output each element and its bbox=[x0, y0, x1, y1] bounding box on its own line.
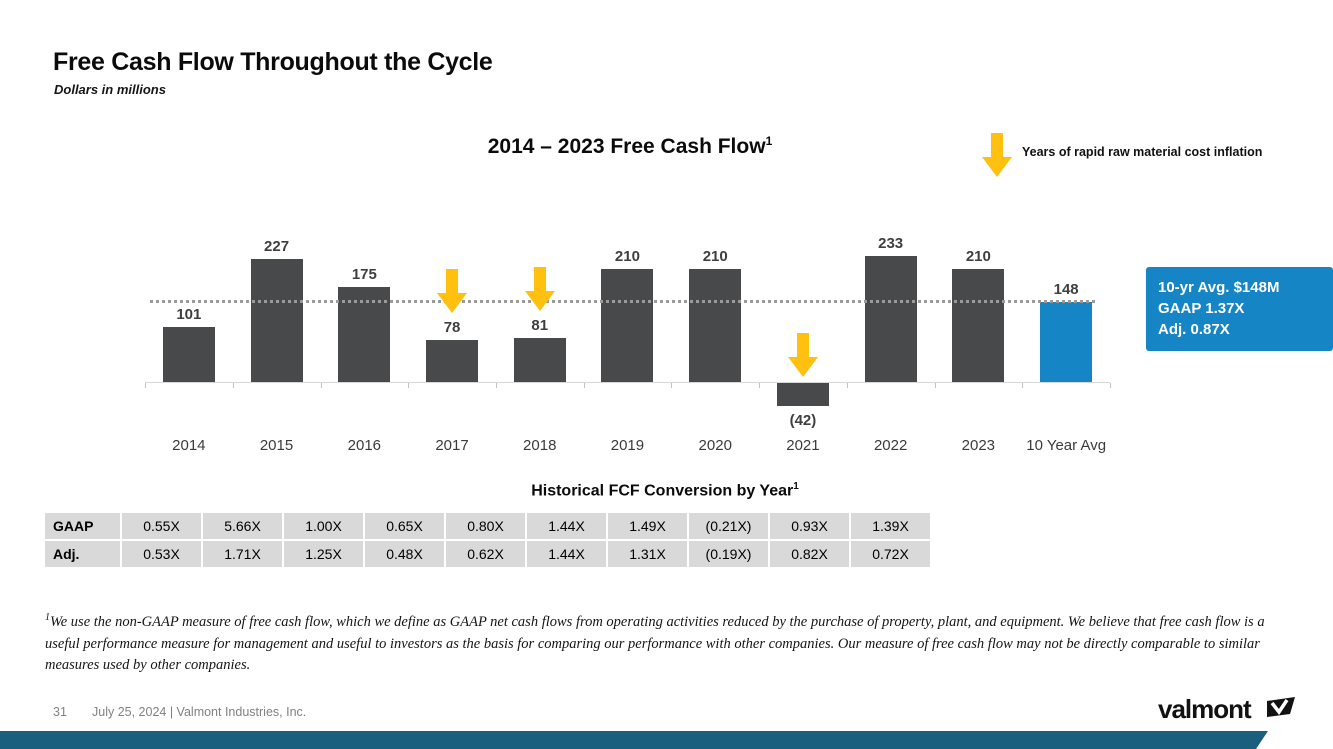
table-cell: 1.49X bbox=[608, 513, 687, 539]
bar-value-label: 175 bbox=[351, 266, 377, 283]
table-cell: 0.55X bbox=[122, 513, 201, 539]
x-axis-label: 2020 bbox=[698, 437, 732, 454]
table-cell: 1.00X bbox=[284, 513, 363, 539]
bar-value-label: 227 bbox=[264, 238, 290, 255]
footer-date: July 25, 2024 | Valmont Industries, Inc. bbox=[92, 705, 307, 719]
arrow-stem bbox=[991, 133, 1003, 157]
legend bbox=[982, 133, 1332, 183]
x-axis-label: 2023 bbox=[961, 437, 996, 454]
arrow-head bbox=[525, 291, 555, 311]
chart-column-2018 bbox=[496, 225, 584, 485]
bar-2014 bbox=[163, 327, 215, 382]
bar-value-label: 148 bbox=[1053, 281, 1079, 298]
chart-column-2015 bbox=[233, 225, 321, 485]
fcf-conversion-table bbox=[45, 513, 930, 567]
page-number: 31 bbox=[53, 705, 67, 719]
arrow-stem bbox=[446, 269, 458, 293]
inflation-arrow-icon bbox=[437, 269, 467, 315]
bar-2020 bbox=[689, 269, 741, 382]
bar-2023 bbox=[952, 269, 1004, 382]
chart-column-2016 bbox=[321, 225, 409, 485]
table-cell: (0.19X) bbox=[689, 541, 768, 567]
x-axis-label: 2015 bbox=[259, 437, 294, 454]
valmont-flag-icon bbox=[1266, 696, 1296, 720]
legend-label: Years of rapid raw material cost inflation bbox=[1022, 145, 1263, 159]
chart-column-2014 bbox=[145, 225, 233, 485]
table-cell: 1.44X bbox=[527, 541, 606, 567]
bar-2021 bbox=[777, 383, 829, 406]
chart-column-2021 bbox=[759, 225, 847, 485]
bar-value-label: 101 bbox=[176, 306, 202, 323]
chart-title bbox=[300, 134, 960, 159]
inflation-arrow-icon bbox=[525, 267, 555, 313]
x-axis-label: 2014 bbox=[172, 437, 206, 454]
table-row-header: GAAP bbox=[45, 513, 120, 539]
valmont-logo bbox=[1158, 694, 1308, 724]
table-title bbox=[150, 481, 1180, 500]
table-cell: 1.44X bbox=[527, 513, 606, 539]
table-cell: 0.62X bbox=[446, 541, 525, 567]
avg-dotted-line bbox=[150, 300, 1095, 303]
callout-line-gaap: GAAP 1.37X bbox=[1158, 300, 1245, 317]
chart-column-10 Year Avg bbox=[1022, 225, 1110, 485]
table-cell: 0.65X bbox=[365, 513, 444, 539]
table-cell: 1.71X bbox=[203, 541, 282, 567]
bar-value-label: 210 bbox=[614, 248, 640, 265]
x-axis-label: 2017 bbox=[435, 437, 469, 454]
table-cell: 1.39X bbox=[851, 513, 930, 539]
bar-2015 bbox=[251, 259, 303, 382]
table-title-text: Historical FCF Conversion by Year bbox=[531, 482, 794, 500]
bar-chart bbox=[145, 225, 1110, 485]
bar-value-label: 210 bbox=[702, 248, 728, 265]
table-cell: 0.53X bbox=[122, 541, 201, 567]
bar-value-label: 210 bbox=[965, 248, 991, 265]
table-cell: 0.82X bbox=[770, 541, 849, 567]
callout-line-avg: 10-yr Avg. $148M bbox=[1158, 279, 1280, 296]
chart-column-2020 bbox=[671, 225, 759, 485]
chart-column-2017 bbox=[408, 225, 496, 485]
bar-value-label: 78 bbox=[443, 319, 461, 336]
table-title-superscript: 1 bbox=[793, 481, 799, 492]
bar-2018 bbox=[514, 338, 566, 382]
table-cell: (0.21X) bbox=[689, 513, 768, 539]
avg-callout bbox=[1146, 267, 1333, 351]
callout-line-adj: Adj. 0.87X bbox=[1158, 321, 1230, 338]
chart-title-text: 2014 – 2023 Free Cash Flow bbox=[487, 135, 766, 158]
table-cell: 5.66X bbox=[203, 513, 282, 539]
bar-value-label: 81 bbox=[531, 317, 549, 334]
x-axis-label: 2019 bbox=[610, 437, 645, 454]
arrow-stem bbox=[534, 267, 546, 291]
table-cell: 1.25X bbox=[284, 541, 363, 567]
x-axis-label: 2021 bbox=[786, 437, 820, 454]
arrow-head bbox=[982, 157, 1012, 177]
bar-2022 bbox=[865, 256, 917, 382]
x-axis-label: 2016 bbox=[347, 437, 382, 454]
chart-title-superscript: 1 bbox=[765, 134, 773, 148]
table-row-header: Adj. bbox=[45, 541, 120, 567]
arrow-head bbox=[437, 293, 467, 313]
chart-column-2019 bbox=[584, 225, 672, 485]
bar-2019 bbox=[601, 269, 653, 382]
chart-column-2023 bbox=[935, 225, 1023, 485]
footer-bar bbox=[0, 731, 1333, 749]
table-cell: 0.80X bbox=[446, 513, 525, 539]
footnote bbox=[45, 610, 1295, 677]
bar-10 Year Avg bbox=[1040, 302, 1092, 382]
x-axis-label: 10 Year Avg bbox=[1026, 437, 1107, 454]
inflation-arrow-icon bbox=[788, 333, 818, 379]
x-axis-label: 2018 bbox=[523, 437, 557, 454]
page-subtitle: Dollars in millions bbox=[54, 82, 166, 97]
page-title: Free Cash Flow Throughout the Cycle bbox=[53, 48, 493, 76]
footnote-text: We use the non-GAAP measure of free cash flow, which we define as GAAP net cash flows from operating activities reduced by the purchase of property, plant, and equipment. We believe that free cash flow is a useful performance measure for management and useful to investors as the basis for comparing our performance with other companies. Our measure of free cash flow may not be directly comparable to similar measures used by other companies. bbox=[45, 613, 1265, 674]
bar-2017 bbox=[426, 340, 478, 382]
axis-tick bbox=[1110, 383, 1111, 388]
valmont-logo-text: valmont bbox=[1158, 694, 1251, 724]
table-cell: 1.31X bbox=[608, 541, 687, 567]
x-axis-label: 2022 bbox=[873, 437, 908, 454]
table-cell: 0.72X bbox=[851, 541, 930, 567]
inflation-arrow-icon bbox=[982, 133, 1012, 179]
footnote-superscript: 1 bbox=[45, 612, 50, 623]
table-cell: 0.48X bbox=[365, 541, 444, 567]
chart-column-2022 bbox=[847, 225, 935, 485]
table-cell: 0.93X bbox=[770, 513, 849, 539]
arrow-stem bbox=[797, 333, 809, 357]
bar-value-label: 233 bbox=[878, 235, 904, 252]
bar-value-label: (42) bbox=[789, 412, 817, 429]
arrow-head bbox=[788, 357, 818, 377]
